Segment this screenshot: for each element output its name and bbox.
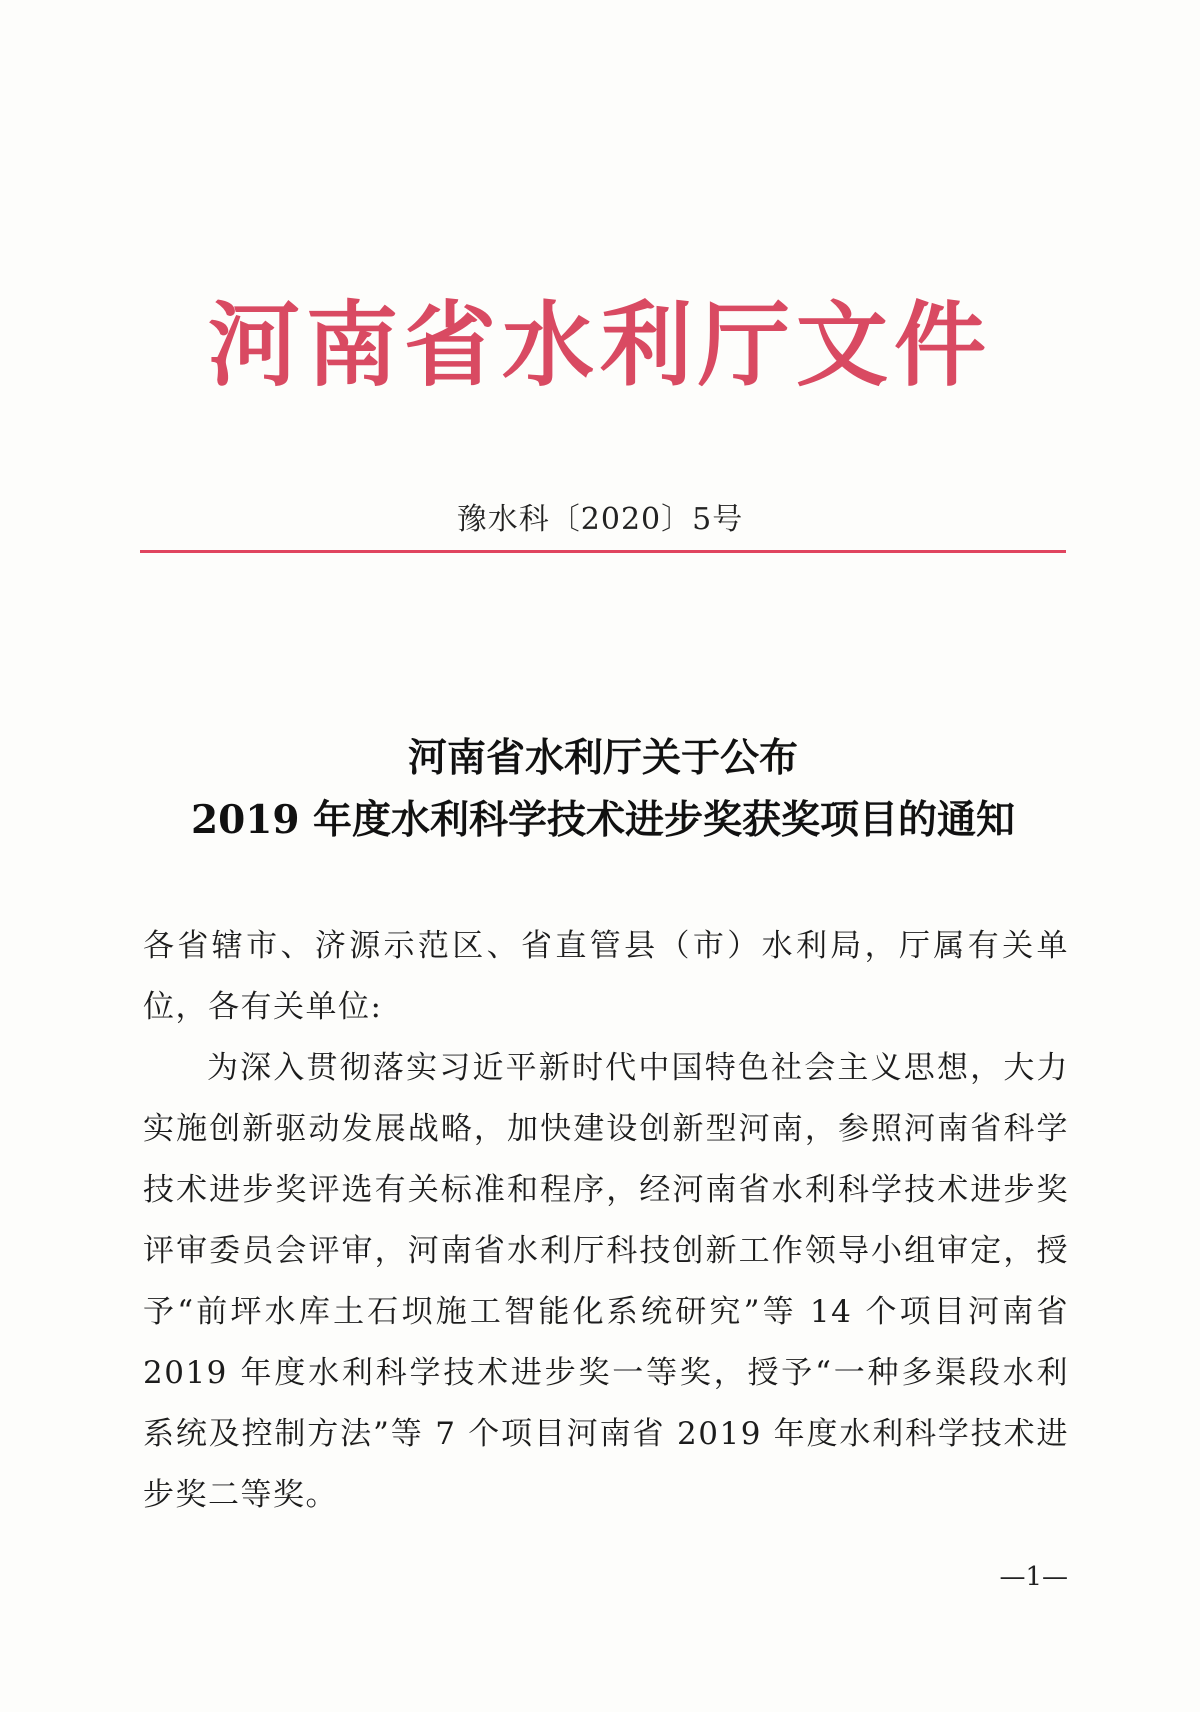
body-paragraph-1: 为深入贯彻落实习近平新时代中国特色社会主义思想，大力实施创新驱动发展战略，加快建设创新型河南，参照河南省科学技术进步奖评选有关标准和程序，经河南省水利科学技术进步奖评审委员会评审，河南省水利厅科技创新工作领导小组审定，授予“前坪水库土石坝施工智能化系统研究”等 14 个项目河南省 2019 年度水利科学技术进步奖一等奖，授予“一种多渠段水利系统及控制方法”等 7 个项目河南省 2019 年度水利科学技术进步奖二等奖。 [143,1050,1069,1513]
notice-title-line-1: 河南省水利厅关于公布 [407,735,798,781]
notice-body [143,916,1069,1526]
red-divider-line [140,550,1066,553]
notice-title-line-2: 2019 年度水利科学技术进步奖获奖项目的通知 [190,797,1016,843]
masthead-title: 河南省水利厅文件 [207,292,992,399]
document-number: 豫水科〔2020〕5号 [456,502,744,537]
salutation: 各省辖市、济源示范区、省直管县（市）水利局，厅属有关单位，各有关单位: [143,928,1069,1025]
page-number: —1— [999,1562,1068,1592]
